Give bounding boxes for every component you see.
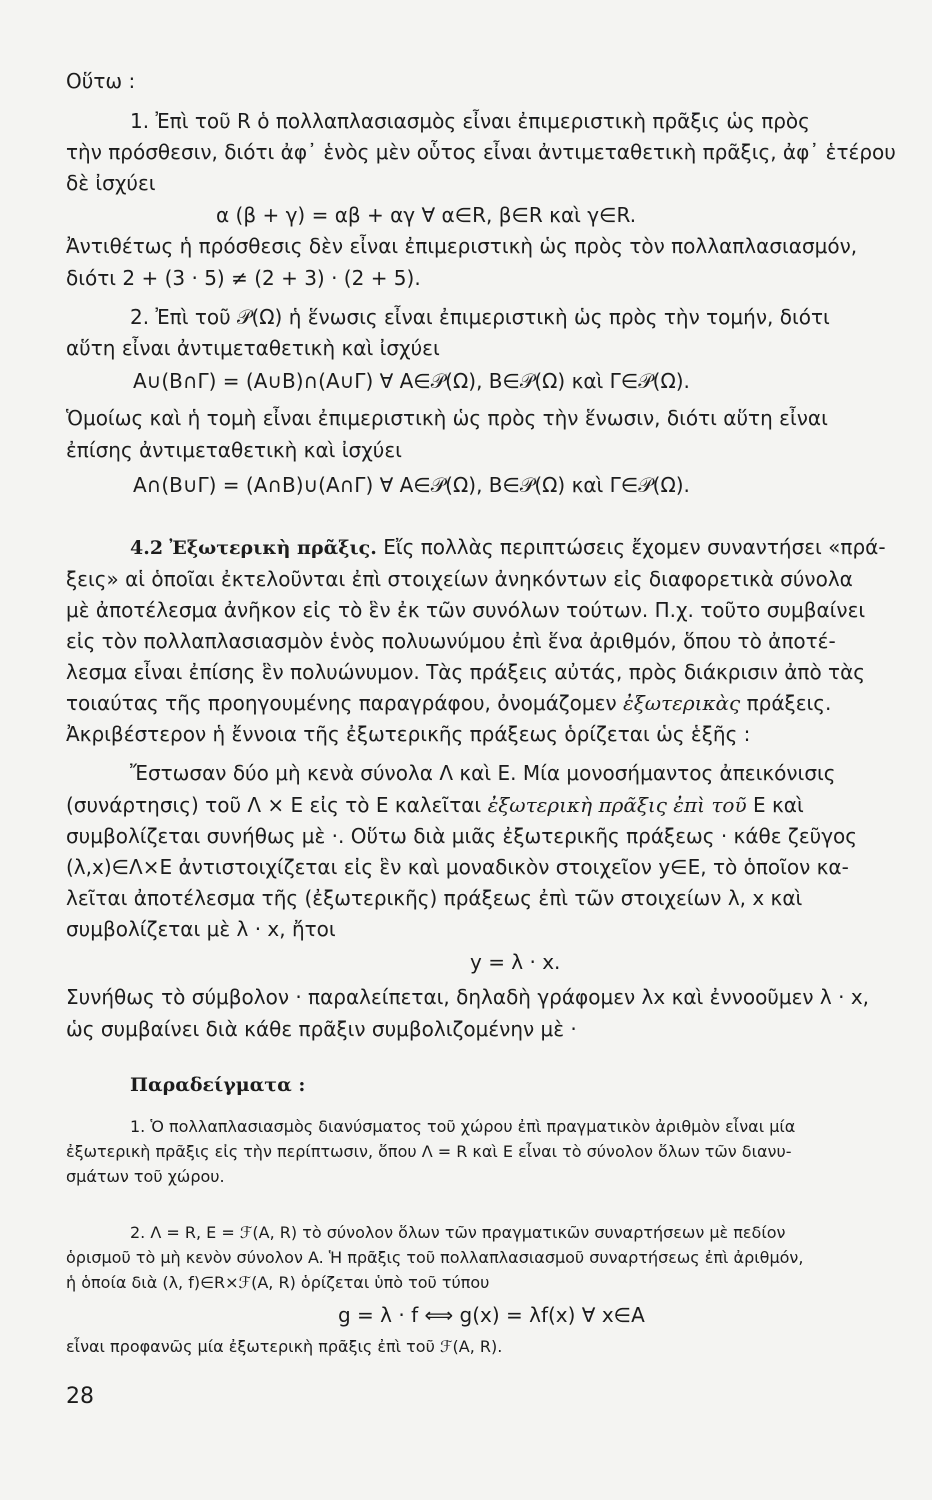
text-line: Ἀκριβέστερον ἡ ἔννοια τῆς ἐξωτερικῆς πράξεως ὁρίζεται ὡς ἑξῆς :	[66, 722, 751, 746]
text-line: τὴν πρόσθεσιν, διότι ἀφ᾽ ἑνὸς μὲν οὗτος εἶναι ἀντιμεταθετικὴ πρᾶξις, ἀφ᾽ ἑτέρου	[66, 140, 896, 164]
text-segment: Εἴς πολλὰς περιπτώσεις ἔχομεν συναντήσει «πρά-	[383, 535, 886, 559]
text-line: διότι 2 + (3 · 5) ≠ (2 + 3) · (2 + 5).	[66, 266, 421, 290]
text-line: Συνήθως τὸ σύμβολον · παραλείπεται, δηλαδὴ γράφομεν λx καὶ ἐννοοῦμεν λ · x,	[66, 985, 870, 1009]
text-line: 2. Ἐπὶ τοῦ 𝒫(Ω) ἡ ἕνωσις εἶναι ἐπιμεριστικὴ ὡς πρὸς τὴν τομήν, διότι	[130, 305, 830, 329]
text-line: ξεις» αἱ ὁποῖαι ἐκτελοῦνται ἐπὶ στοιχείων ἀνηκόντων εἰς διαφορετικὰ σύνολα	[66, 567, 853, 591]
italic-term: ἐξωτερικὴ πρᾶξις ἐπὶ τοῦ	[487, 793, 747, 817]
text-line	[66, 690, 924, 716]
text-line: αὕτη εἶναι ἀντιμεταθετικὴ καὶ ἰσχύει	[66, 336, 440, 360]
text-line: 1. Ἐπὶ τοῦ R ὁ πολλαπλασιασμὸς εἶναι ἐπιμεριστικὴ πρᾶξις ὡς πρὸς	[130, 109, 810, 133]
section-title: Ἐξωτερικὴ πρᾶξις.	[169, 537, 377, 559]
example-line: 1. Ὁ πολλαπλασιασμὸς διανύσματος τοῦ χώρου ἐπὶ πραγματικὸν ἀριθμὸν εἶναι μία	[130, 1117, 796, 1136]
text-line: λεῖται ἀποτέλεσμα τῆς (ἐξωτερικῆς) πράξεως ἐπὶ τῶν στοιχείων λ, x καὶ	[66, 886, 803, 910]
text-line: συμβολίζεται συνήθως μὲ ·. Οὕτω διὰ μιᾶς ἐξωτερικῆς πράξεως · κάθε ζεῦγος	[66, 824, 858, 848]
text-segment: τοιαύτας τῆς προηγουμένης παραγράφου, ὀνομάζομεν	[66, 691, 617, 715]
section-line	[130, 534, 924, 561]
text-line: λεσμα εἶναι ἐπίσης ἓν πολυώνυμον. Τὰς πράξεις αὐτάς, πρὸς διάκρισιν ἀπὸ τὰς	[66, 660, 866, 684]
formula-union: A∪(B∩Γ) = (A∪B)∩(A∪Γ) ∀ A∈𝒫(Ω), B∈𝒫(Ω) καὶ Γ∈𝒫(Ω).	[133, 369, 690, 393]
text-line: Οὕτω :	[66, 69, 136, 93]
formula-distributive: α (β + γ) = αβ + αγ ∀ α∈R, β∈R καὶ γ∈R.	[216, 203, 637, 227]
text-segment: E καὶ	[753, 793, 804, 817]
text-line: Ἀντιθέτως ἡ πρόσθεσις δὲν εἶναι ἐπιμεριστικὴ ὡς πρὸς τὸν πολλαπλασιασμόν,	[66, 234, 858, 258]
italic-term: ἐξωτερικὰς	[622, 691, 741, 715]
formula-intersection: A∩(B∪Γ) = (A∩B)∪(A∩Γ) ∀ A∈𝒫(Ω), B∈𝒫(Ω) καὶ Γ∈𝒫(Ω).	[133, 473, 690, 497]
example-line: 2. Λ = R, E = ℱ(A, R) τὸ σύνολον ὅλων τῶν πραγματικῶν συναρτήσεων μὲ πεδίον	[130, 1223, 786, 1242]
text-line	[66, 792, 924, 818]
text-line: μὲ ἀποτέλεσμα ἀνῆκον εἰς τὸ ἓν ἐκ τῶν συνόλων τούτων. Π.χ. τοῦτο συμβαίνει	[66, 598, 866, 622]
text-line: Ἔστωσαν δύο μὴ κενὰ σύνολα Λ καὶ E. Μία μονοσήμαντος ἀπεικόνισις	[130, 761, 836, 785]
text-line: Ὁμοίως καὶ ἡ τομὴ εἶναι ἐπιμεριστικὴ ὡς πρὸς τὴν ἕνωσιν, διότι αὕτη εἶναι	[66, 406, 828, 430]
text-line: δὲ ἰσχύει	[66, 171, 156, 195]
text-segment: (συνάρτησις) τοῦ Λ × E εἰς τὸ E καλεῖται	[66, 793, 482, 817]
text-line: ὡς συμβαίνει διὰ κάθε πρᾶξιν συμβολιζομένην μὲ ·	[66, 1017, 577, 1041]
text-line: συμβολίζεται μὲ λ · x, ἤτοι	[66, 917, 336, 941]
section-number: 4.2	[130, 537, 164, 559]
formula-function-product: g = λ · f ⟺ g(x) = λf(x) ∀ x∈A	[338, 1303, 645, 1327]
example-line: σμάτων τοῦ χώρου.	[66, 1167, 225, 1186]
page-number: 28	[66, 1384, 94, 1409]
examples-heading: Παραδείγματα :	[130, 1074, 306, 1096]
text-line: (λ,x)∈Λ×E ἀντιστοιχίζεται εἰς ἓν καὶ μοναδικὸν στοιχεῖον y∈E, τὸ ὁποῖον κα-	[66, 855, 849, 879]
text-line: ἐπίσης ἀντιμεταθετικὴ καὶ ἰσχύει	[66, 438, 402, 462]
text-segment: πράξεις.	[746, 691, 832, 715]
formula-product: y = λ · x.	[470, 950, 561, 974]
example-line: εἶναι προφανῶς μία ἐξωτερικὴ πρᾶξις ἐπὶ τοῦ ℱ(A, R).	[66, 1337, 503, 1356]
text-line: εἰς τὸν πολλαπλασιασμὸν ἑνὸς πολυωνύμου ἐπὶ ἕνα ἀριθμόν, ὅπου τὸ ἀποτέ-	[66, 629, 836, 653]
example-line: ἡ ὁποία διὰ (λ, f)∈R×ℱ(A, R) ὁρίζεται ὑπὸ τοῦ τύπου	[66, 1273, 490, 1292]
example-line: ὁρισμοῦ τὸ μὴ κενὸν σύνολον A. Ἡ πρᾶξις τοῦ πολλαπλασιασμοῦ συναρτήσεως ἐπὶ ἀριθμόν,	[66, 1248, 804, 1267]
example-line: ἐξωτερικὴ πρᾶξις εἰς τὴν περίπτωσιν, ὅπου Λ = R καὶ E εἶναι τὸ σύνολον ὅλων τῶν διανυ-	[66, 1142, 792, 1161]
